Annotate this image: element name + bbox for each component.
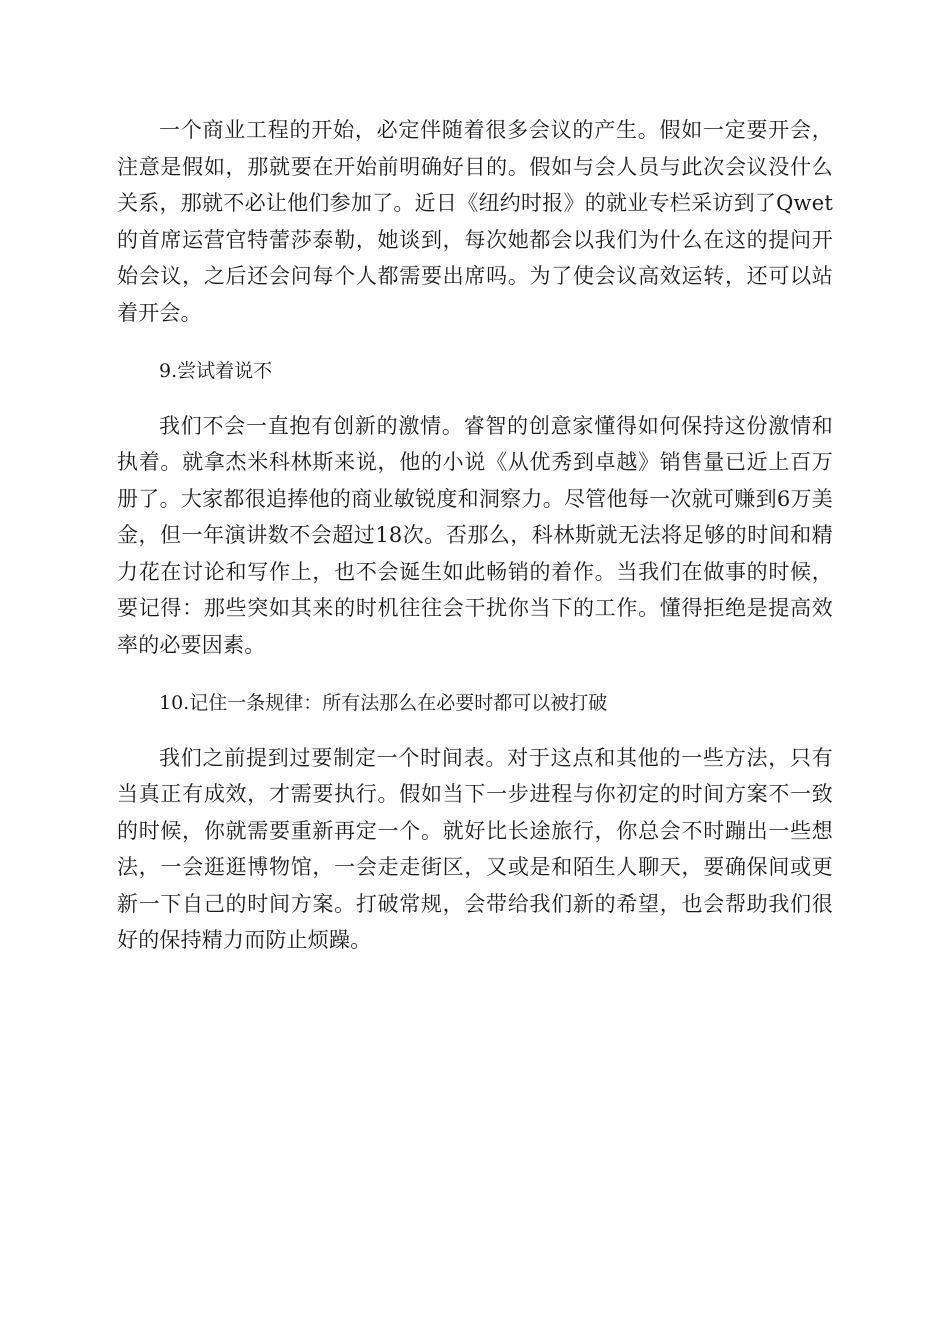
paragraph-meetings: 一个商业工程的开始，必定伴随着很多会议的产生。假如一定要开会，注意是假如，那就要在开始前明确好目的。假如与会人员与此次会议没什么关系，那就不必让他们参加了。近日《纽约时报》的就业专栏采访到了Qwet的首席运营官特蕾莎泰勒，她谈到，每次她都会以我们为什么在这的提问开始会议，之后还会问每个人都需要出席吗。为了使会议高效运转，还可以站着开会。 xyxy=(117,118,833,325)
heading-say-no: 9.尝试着说不 xyxy=(159,360,273,382)
paragraph-break-rules: 我们之前提到过要制定一个时间表。对于这点和其他的一些方法，只有当真正有成效，才需要执行。假如当下一步进程与你初定的时间方案不一致的时候，你就需要重新再定一个。就好比长途旅行，你总会不时蹦出一些想法，一会逛逛博物馆，一会走走街区，又或是和陌生人聊天，要确保间或更新一下自己的时间方案。打破常规，会带给我们新的希望，也会帮助我们很好的保持精力而防止烦躁。 xyxy=(117,745,833,952)
paragraph-say-no: 我们不会一直抱有创新的激情。睿智的创意家懂得如何保持这份激情和执着。就拿杰米科林斯来说，他的小说《从优秀到卓越》销售量已近上百万册了。大家都很追捧他的商业敏锐度和洞察力。尽管他每一次就可赚到6万美金，但一年演讲数不会超过18次。否那么，科林斯就无法将足够的时间和精力花在讨论和写作上，也不会诞生如此畅销的着作。当我们在做事的时候，要记得：那些突如其来的时机往往会干扰你当下的工作。懂得拒绝是提高效率的必要因素。 xyxy=(117,413,833,657)
spacer xyxy=(117,722,833,740)
spacer xyxy=(117,390,833,408)
heading-break-rules: 10.记住一条规律：所有法那么在必要时都可以被打破 xyxy=(159,692,608,714)
spacer xyxy=(117,663,833,685)
spacer xyxy=(117,331,833,353)
document-page xyxy=(117,112,833,959)
